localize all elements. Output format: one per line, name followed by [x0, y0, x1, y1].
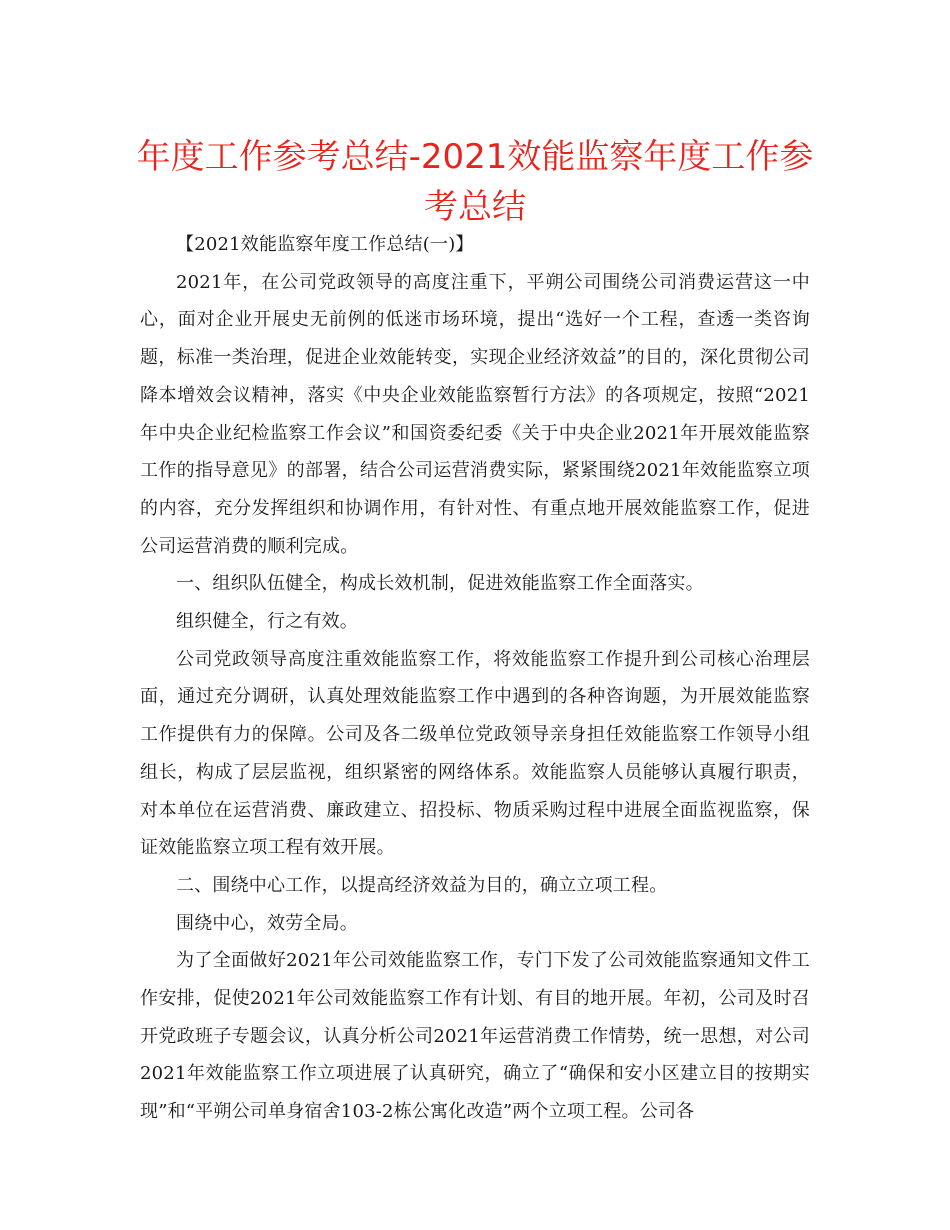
subheading-2: 围绕中心，效劳全局。	[176, 912, 358, 934]
section-heading-2: 二、围绕中心工作，以提高经济效益为目的，确立立项工程。	[176, 874, 668, 896]
section-label: 【2021效能监察年度工作总结(一)】	[176, 234, 474, 255]
section-heading-1: 一、组织队伍健全，构成长效机制，促进效能监察工作全面落实。	[176, 573, 704, 595]
paragraph-intro: 2021年，在公司党政领导的高度注重下，平朔公司围绕公司消费运营这一中心，面对企业开展史无前例的低迷市场环境，提出“选好一个工程，查透一类咨询题，标准一类治理，促进企业效能转变，实现企业经济效益”的目的，深化贯彻公司降本增效会议精神，落实《中央企业效能监察暂行方法》的各项规定，按照“2021年中央企业纪检监察工作会议”和国资委纪委《关于中央企业2021年开展效能监察工作的指导意见》的部署，结合公司运营消费实际，紧紧围绕2021年效能监察立项的内容，充分发挥组织和协调作用，有针对性、有重点地开展效能监察工作，促进公司运营消费的顺利完成。	[140, 271, 810, 557]
document-title: 年度工作参考总结-2021效能监察年度工作参考总结	[136, 137, 814, 227]
paragraph-organization: 公司党政领导高度注重效能监察工作，将效能监察工作提升到公司核心治理层面，通过充分调研，认真处理效能监察工作中遇到的各种咨询题，为开展效能监察工作提供有力的保障。公司及各二级单位党政领导亲身担任效能监察工作领导小组组长，构成了层层监视，组织紧密的网络体系。效能监察人员能够认真履行职责，对本单位在运营消费、廉政建立、招投标、物质采购过程中进展全面监视监察，保证效能监察立项工程有效开展。	[140, 648, 810, 859]
paragraph-projects: 为了全面做好2021年公司效能监察工作，专门下发了公司效能监察通知文件工作安排，促使2021年公司效能监察工作有计划、有目的地开展。年初，公司及时召开党政班子专题会议，认真分析公司2021年运营消费工作情势，统一思想，对公司2021年效能监察工作立项进展了认真研究，确立了“确保和安小区建立目的按期实现”和“平朔公司单身宿舍103-2栋公寓化改造”两个立项工程。公司各	[140, 950, 810, 1123]
document-body	[140, 226, 810, 1131]
subheading-1: 组织健全，行之有效。	[176, 611, 358, 633]
